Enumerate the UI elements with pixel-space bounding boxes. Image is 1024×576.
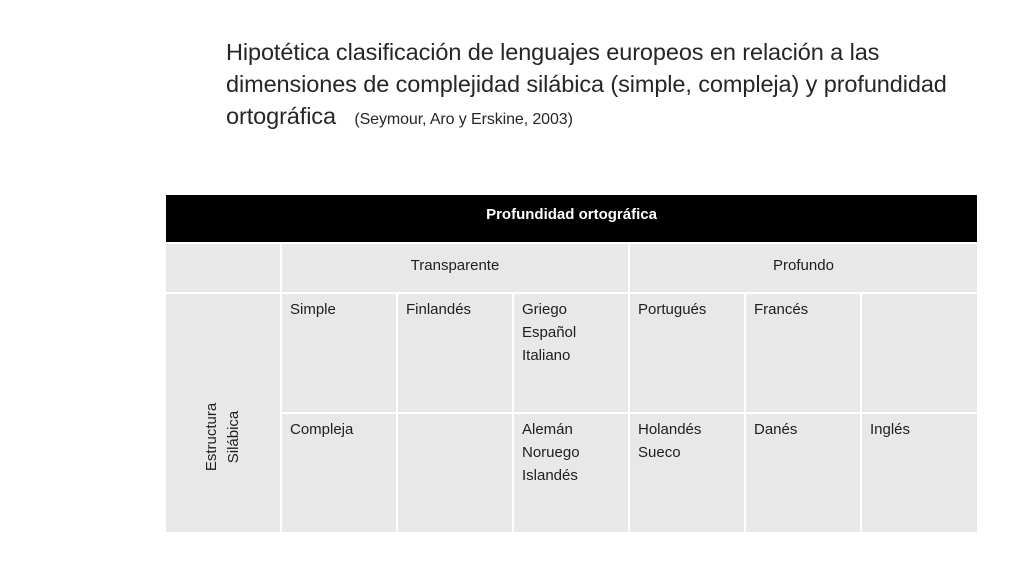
language-name: Italiano: [522, 347, 571, 364]
table-header: Profundidad ortográfica: [166, 195, 977, 242]
language-name: Inglés: [870, 421, 911, 438]
table-cell: [746, 294, 860, 412]
language-name: Español: [522, 324, 577, 341]
table-cell: [630, 414, 744, 532]
table-cell-empty: [862, 294, 977, 412]
table-cell-empty: [398, 414, 512, 532]
side-label-line: Silábica: [225, 410, 242, 464]
classification-table: [166, 195, 967, 530]
language-name: Portugués: [638, 301, 707, 318]
language-name: Griego: [522, 301, 568, 318]
table-cell: [746, 414, 860, 532]
title-text: Hipotética clasificación de lenguajes europeos en relación a las dimensiones de complejidad silábica (simple, compleja) y profundidad ortográfica: [226, 39, 947, 129]
table-cell: [398, 294, 512, 412]
language-name: Noruego: [522, 444, 580, 461]
row-label-complex: Compleja: [282, 414, 396, 532]
side-label: [201, 403, 245, 471]
table-cell: [514, 414, 628, 532]
language-name: Holandés: [638, 421, 702, 438]
side-label-line: Estructura: [203, 402, 220, 471]
table-cell: [630, 294, 744, 412]
language-name: Finlandés: [406, 301, 472, 318]
subheader-transparent: Transparente: [282, 244, 628, 292]
title-citation: (Seymour, Aro y Erskine, 2003): [354, 111, 573, 128]
slide-title: [226, 36, 986, 136]
table-cell: [514, 294, 628, 412]
table-cell: [862, 414, 977, 532]
language-name: Alemán: [522, 421, 573, 438]
side-label-cell: [166, 294, 280, 532]
subheader-blank-cell: [166, 244, 280, 292]
language-name: Danés: [754, 421, 798, 438]
language-name: Francés: [754, 301, 809, 318]
language-name: Islandés: [522, 467, 578, 484]
language-name: Sueco: [638, 444, 681, 461]
subheader-deep: Profundo: [630, 244, 977, 292]
row-label-simple: Simple: [282, 294, 396, 412]
